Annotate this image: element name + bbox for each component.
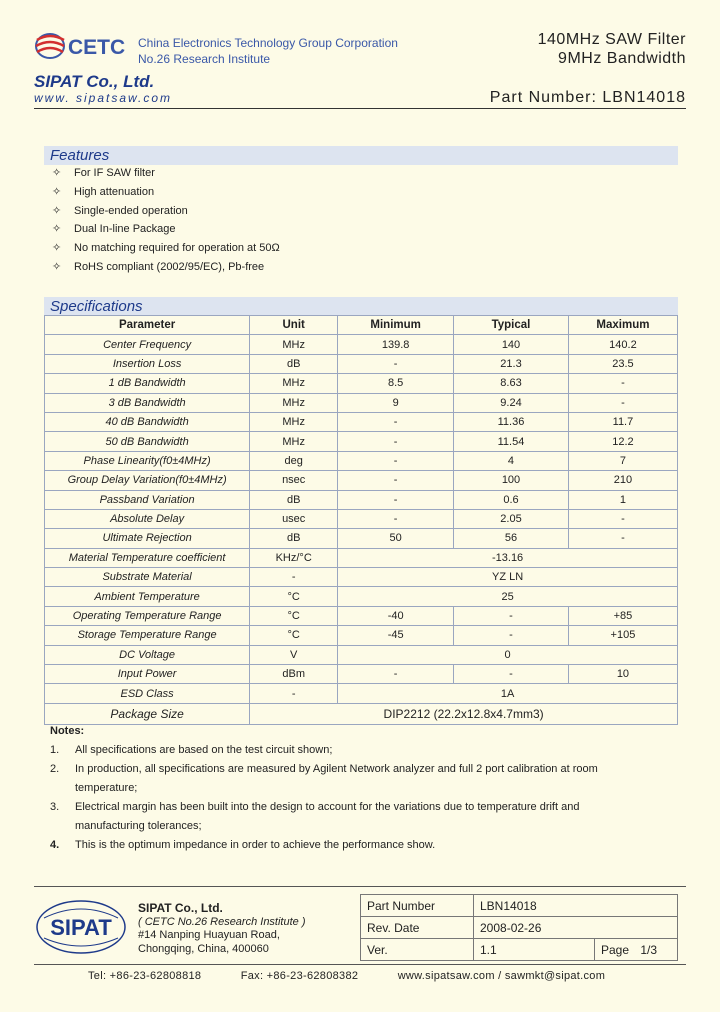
table-row (45, 451, 678, 470)
cetc-logo (34, 30, 130, 62)
table-row (45, 703, 678, 724)
bullet-icon: ✧ (52, 185, 62, 198)
note-item (50, 836, 650, 855)
maximum-cell: 7 (568, 451, 677, 470)
table-row (45, 587, 678, 606)
parameter-cell: Ambient Temperature (45, 587, 250, 606)
parameter-cell: 3 dB Bandwidth (45, 393, 250, 412)
company-name: SIPAT Co., Ltd. (34, 72, 155, 91)
company-website[interactable]: www. sipatsaw.com (34, 91, 173, 105)
cetc-logo-text: CETC (68, 36, 126, 59)
features-heading: Features (44, 146, 678, 165)
feature-text: High attenuation (74, 185, 155, 198)
bullet-icon: ✧ (52, 242, 62, 255)
minimum-cell: - (338, 509, 454, 528)
unit-cell: dBm (250, 665, 338, 684)
table-row (45, 490, 678, 509)
unit-cell: dB (250, 529, 338, 548)
table-row (45, 432, 678, 451)
note-number: 2. (50, 763, 60, 775)
value-cell: 1A (338, 684, 678, 703)
typical-cell: 11.36 (454, 412, 569, 431)
minimum-cell: 9 (338, 393, 454, 412)
maximum-cell: 12.2 (568, 432, 677, 451)
minimum-cell: 8.5 (338, 374, 454, 393)
note-text: Electrical margin has been built into the design to account for the variations due to temperature drift and (75, 801, 580, 813)
minimum-cell: - (338, 490, 454, 509)
table-row (45, 374, 678, 393)
note-text-continued: manufacturing tolerances; (75, 820, 202, 832)
unit-cell: - (250, 568, 338, 587)
feature-item (52, 239, 280, 258)
org-line-2: No.26 Research Institute (138, 52, 271, 66)
parameter-cell: ESD Class (45, 684, 250, 703)
document-info-table (360, 894, 678, 961)
value-cell: DIP2212 (22.2x12.8x4.7mm3) (250, 703, 678, 724)
minimum-cell: - (338, 354, 454, 373)
feature-item (52, 183, 154, 202)
bullet-icon: ✧ (52, 167, 62, 179)
typical-cell: 0.6 (454, 490, 569, 509)
parameter-cell: Center Frequency (45, 335, 250, 354)
unit-cell: KHz/°C (250, 548, 338, 567)
unit-cell: MHz (250, 432, 338, 451)
footer-divider-bottom (34, 964, 686, 965)
parameter-cell: Substrate Material (45, 568, 250, 587)
note-number: 4. (50, 839, 60, 851)
minimum-cell: - (338, 665, 454, 684)
typical-cell: 2.05 (454, 509, 569, 528)
parameter-cell: 40 dB Bandwidth (45, 412, 250, 431)
footer-company-block (138, 902, 306, 956)
page-cell (595, 939, 678, 961)
table-row (45, 568, 678, 587)
minimum-cell: -40 (338, 606, 454, 625)
parameter-cell: Operating Temperature Range (45, 606, 250, 625)
maximum-cell: 11.7 (568, 412, 677, 431)
minimum-cell: 139.8 (338, 335, 454, 354)
table-row (45, 412, 678, 431)
version-label: Ver. (361, 939, 474, 961)
note-text: In production, all specifications are measured by Agilent Network analyzer and full 2 port calibration at room (75, 763, 598, 775)
typical-cell: - (454, 606, 569, 625)
maximum-cell: +85 (568, 606, 677, 625)
typical-cell: 21.3 (454, 354, 569, 373)
rev-date-value: 2008-02-26 (474, 917, 678, 939)
unit-cell: dB (250, 354, 338, 373)
value-cell: 0 (338, 645, 678, 664)
web-email[interactable]: www.sipatsaw.com / sawmkt@sipat.com (397, 970, 606, 982)
unit-cell: nsec (250, 471, 338, 490)
rev-date-label: Rev. Date (361, 917, 474, 939)
page-value: 1/3 (640, 942, 658, 957)
org-line-1: China Electronics Technology Group Corporation (138, 36, 398, 50)
unit-cell: MHz (250, 393, 338, 412)
unit-cell: °C (250, 587, 338, 606)
column-header: Typical (454, 316, 569, 335)
table-row (45, 548, 678, 567)
column-header: Parameter (45, 316, 250, 335)
table-row (45, 354, 678, 373)
note-item (50, 741, 650, 760)
table-row (45, 471, 678, 490)
parameter-cell: DC Voltage (45, 645, 250, 664)
unit-cell: MHz (250, 374, 338, 393)
sipat-logo (34, 898, 128, 956)
maximum-cell: - (568, 509, 677, 528)
table-row (45, 393, 678, 412)
parameter-cell: Material Temperature coefficient (45, 548, 250, 567)
footer-address-1: #14 Nanping Huayuan Road, (138, 929, 280, 941)
product-title (538, 30, 686, 68)
bullet-icon: ✧ (52, 223, 62, 236)
feature-item (52, 220, 176, 239)
minimum-cell: - (338, 432, 454, 451)
bullet-icon: ✧ (52, 261, 62, 273)
page-label: Page (601, 942, 630, 957)
note-number: 1. (50, 744, 60, 756)
value-cell: YZ LN (338, 568, 678, 587)
unit-cell: - (250, 684, 338, 703)
product-line-2: 9MHz Bandwidth (558, 50, 686, 67)
telephone: Tel: +86-23-62808818 (88, 970, 202, 982)
note-number: 3. (50, 801, 60, 813)
header-divider (34, 108, 686, 109)
column-header: Minimum (338, 316, 454, 335)
unit-cell: V (250, 645, 338, 664)
minimum-cell: - (338, 412, 454, 431)
maximum-cell: 23.5 (568, 354, 677, 373)
notes-heading: Notes: (50, 725, 85, 737)
maximum-cell: - (568, 393, 677, 412)
minimum-cell: -45 (338, 626, 454, 645)
parameter-cell: Package Size (45, 703, 250, 724)
minimum-cell: - (338, 451, 454, 470)
parameter-cell: Insertion Loss (45, 354, 250, 373)
table-row (45, 665, 678, 684)
unit-cell: °C (250, 606, 338, 625)
typical-cell: 9.24 (454, 393, 569, 412)
org-name (138, 35, 398, 67)
typical-cell: 140 (454, 335, 569, 354)
table-row (45, 335, 678, 354)
table-row (45, 529, 678, 548)
parameter-cell: 50 dB Bandwidth (45, 432, 250, 451)
maximum-cell: +105 (568, 626, 677, 645)
unit-cell: usec (250, 509, 338, 528)
parameter-cell: Input Power (45, 665, 250, 684)
footer-divider-top (34, 886, 686, 887)
product-line-1: 140MHz SAW Filter (537, 31, 686, 48)
typical-cell: 56 (454, 529, 569, 548)
feature-text: RoHS compliant (2002/95/EC), Pb-free (74, 261, 265, 273)
table-row (45, 509, 678, 528)
parameter-cell: Storage Temperature Range (45, 626, 250, 645)
parameter-cell: Group Delay Variation(f0±4MHz) (45, 471, 250, 490)
maximum-cell: 210 (568, 471, 677, 490)
parameter-cell: Ultimate Rejection (45, 529, 250, 548)
feature-text: Dual In-line Package (74, 223, 176, 236)
parameter-cell: 1 dB Bandwidth (45, 374, 250, 393)
maximum-cell: - (568, 529, 677, 548)
table-row (45, 645, 678, 664)
note-text-continued: temperature; (75, 782, 138, 794)
note-text: All specifications are based on the test circuit shown; (75, 744, 333, 756)
value-cell: -13.16 (338, 548, 678, 567)
minimum-cell: 50 (338, 529, 454, 548)
feature-text: No matching required for operation at 50Ω (74, 242, 280, 255)
feature-item (52, 258, 264, 277)
unit-cell: dB (250, 490, 338, 509)
feature-text: For IF SAW filter (74, 167, 155, 179)
bullet-icon: ✧ (52, 204, 62, 217)
typical-cell: - (454, 626, 569, 645)
note-item (50, 798, 650, 836)
note-item (50, 760, 650, 798)
typical-cell: - (454, 665, 569, 684)
parameter-cell: Absolute Delay (45, 509, 250, 528)
unit-cell: MHz (250, 335, 338, 354)
note-text: This is the optimum impedance in order to achieve the performance show. (75, 839, 436, 851)
typical-cell: 8.63 (454, 374, 569, 393)
feature-text: Single-ended operation (74, 204, 188, 217)
fax: Fax: +86-23-62808382 (240, 970, 359, 982)
part-number-heading: Part Number: LBN14018 (489, 89, 686, 106)
typical-cell: 100 (454, 471, 569, 490)
feature-item (52, 202, 188, 221)
unit-cell: °C (250, 626, 338, 645)
sipat-logo-text: SIPAT (50, 915, 112, 940)
column-header: Unit (250, 316, 338, 335)
table-row (45, 626, 678, 645)
table-row (45, 684, 678, 703)
footer-institute: ( CETC No.26 Research Institute ) (138, 915, 306, 928)
version-value: 1.1 (474, 939, 595, 961)
footer-address-2: Chongqing, China, 400060 (138, 942, 269, 955)
maximum-cell: 1 (568, 490, 677, 509)
column-header: Maximum (568, 316, 677, 335)
table-row (45, 606, 678, 625)
typical-cell: 11.54 (454, 432, 569, 451)
maximum-cell: - (568, 374, 677, 393)
minimum-cell: - (338, 471, 454, 490)
parameter-cell: Phase Linearity(f0±4MHz) (45, 451, 250, 470)
maximum-cell: 10 (568, 665, 677, 684)
unit-cell: deg (250, 451, 338, 470)
table-header-row (45, 316, 678, 335)
specifications-table (44, 315, 678, 725)
typical-cell: 4 (454, 451, 569, 470)
value-cell: 25 (338, 587, 678, 606)
contact-line (88, 970, 641, 982)
feature-item (52, 164, 155, 183)
unit-cell: MHz (250, 412, 338, 431)
specifications-heading: Specifications (44, 297, 678, 316)
part-number-value: LBN14018 (474, 895, 678, 917)
part-number-label: Part Number (361, 895, 474, 917)
footer-company: SIPAT Co., Ltd. (138, 901, 223, 915)
maximum-cell: 140.2 (568, 335, 677, 354)
parameter-cell: Passband Variation (45, 490, 250, 509)
